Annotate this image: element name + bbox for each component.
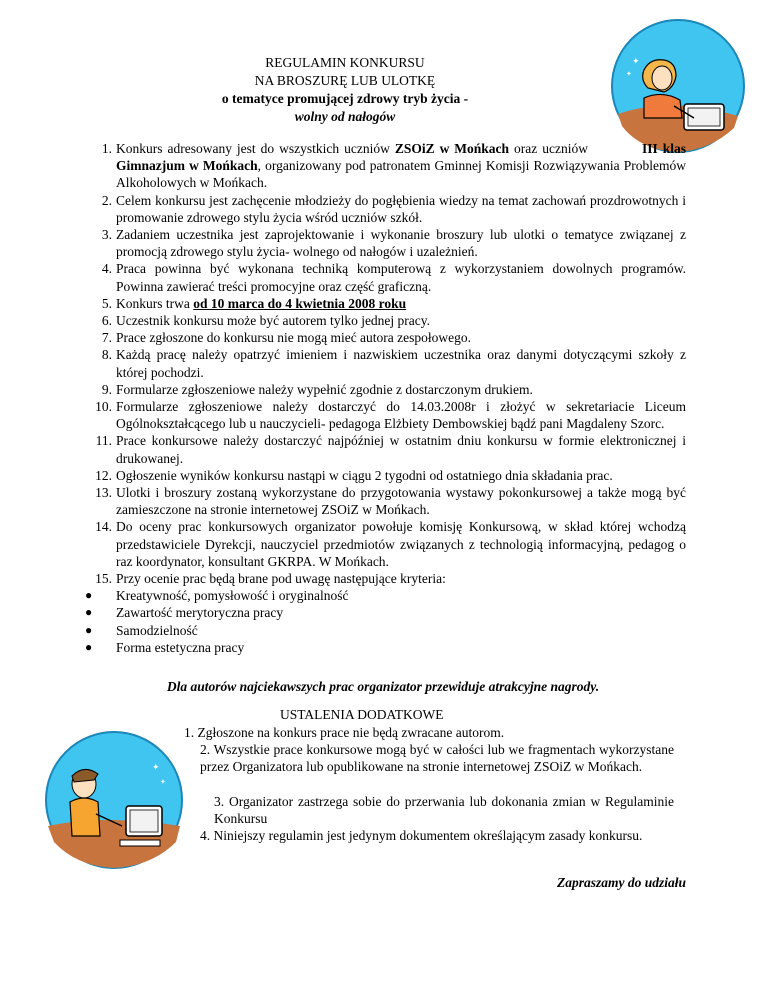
rule-item [80, 192, 686, 226]
rule-text: Do oceny prac konkursowych organizator powołuje komisję Konkursową, w skład której wchodzą przedstawiciele Dyrekcji, nauczyciel przedmiotów związanych z technologią informacyjną, pedagog o raz koordynator, konsultant GKRPA. W Mońkach. [116, 519, 686, 569]
title-line-2: NA BROSZURĘ LUB ULOTKĘ [254, 73, 436, 88]
rule-number: 12. [95, 467, 112, 483]
bullet-icon: ● [85, 639, 93, 654]
rule-text: Zadaniem uczestnika jest zaprojektowanie i wykonanie broszury lub ulotki o tematyce związanej z promocją zdrowego stylu życia- wolnego od nałogów i uzależnień. [116, 227, 686, 260]
rule-item [80, 518, 686, 570]
rule-number: 15. [95, 571, 112, 587]
rule-text: Konkurs adresowany jest do wszystkich uczniów [116, 141, 395, 156]
additional-text: 2. Wszystkie prace konkursowe mogą być w całości lub we fragmentach wykorzystane przez Organizatora lub opublikowane na stronie internetowej ZSOiZ w Mońkach. [200, 742, 674, 775]
rule-number: 6. [101, 313, 112, 329]
additional-title: USTALENIA DODATKOWE [280, 707, 444, 722]
rules-list [80, 140, 686, 656]
rule-number: 3. [101, 227, 112, 243]
contest-dates: od 10 marca do 4 kwietnia 2008 roku [193, 295, 407, 311]
bullet-icon: ● [85, 622, 93, 637]
rule-number: 7. [101, 330, 112, 346]
rule-number: 10. [95, 399, 112, 415]
rule-item [80, 140, 686, 192]
prize-note: Dla autorów najciekawszych prac organizator przewiduje atrakcyjne nagrody. [166, 679, 600, 694]
rule-number: 14. [95, 519, 112, 535]
rule-text: Prace konkursowe należy dostarczyć najpóźniej w ostatnim dniu konkursu w formie elektronicznej i drukowanej. [116, 433, 686, 466]
svg-text:✦: ✦ [160, 778, 166, 786]
rule-number: 4. [101, 261, 112, 277]
rule-text: Celem konkursu jest zachęcenie młodzieży do pogłębienia wiedzy na temat zachowań prozdrowotnych i promowanie zdrowego stylu życia wśród uczniów szkół. [116, 192, 686, 225]
title-line-3: o tematyce promującej zdrowy tryb życia - [221, 91, 469, 106]
additional-item [200, 741, 674, 775]
svg-text:✦: ✦ [152, 762, 160, 772]
rule-number: 13. [95, 485, 112, 501]
rule-number: 5. [101, 295, 112, 311]
criteria-text: Kreatywność, pomysłowość i oryginalność [116, 588, 349, 604]
rule-bold-text: ZSOiZ w Mońkach [394, 141, 510, 156]
additional-text: 3. Organizator zastrzega sobie do przerwania lub dokonania zmian w Regulaminie Konkursu [214, 794, 674, 827]
additional-item [214, 793, 674, 827]
rule-bold-text: III klas Gimnazjum w Mońkach [116, 141, 686, 174]
rule-item [80, 346, 686, 380]
rule-number: 2. [101, 192, 112, 208]
rule-text: Przy ocenie prac będą brane pod uwagę następujące kryteria: [116, 571, 446, 587]
additional-text: 1. Zgłoszone na konkurs prace nie będą zwracane autorom. [184, 725, 505, 740]
boy-at-computer-illustration [44, 730, 184, 870]
rule-item [80, 432, 686, 466]
rule-number: 1. [101, 141, 112, 156]
rule-text: Formularze zgłoszeniowe należy dostarczyć do 14.03.2008r i złożyć w sekretariacie Liceum Ogólnokształcącego lub u nauczycieli- pedagoga Elżbiety Dembowskiej bądź pani Magdaleny Szorc. [116, 399, 686, 432]
rule-item [80, 226, 686, 260]
bullet-icon: ● [85, 588, 93, 603]
rule-text: Prace zgłoszone do konkursu nie mogą mieć autora zespołowego. [116, 330, 472, 346]
additional-item [200, 827, 674, 844]
criteria-item [80, 587, 686, 604]
rule-item [80, 570, 686, 587]
rule-text: Formularze zgłoszeniowe należy wypełnić zgodnie z dostarczonym drukiem. [116, 381, 533, 397]
rule-item [80, 484, 686, 518]
rule-item [80, 295, 686, 312]
additional-item [184, 724, 674, 741]
rule-text: Każdą pracę należy opatrzyć imieniem i nazwiskiem uczestnika oraz danymi dotyczącymi szkoły z której pochodzi. [116, 347, 686, 380]
criteria-text: Zawartość merytoryczna pracy [116, 605, 284, 621]
criteria-text: Forma estetyczna pracy [116, 639, 245, 655]
additional-text: 4. Niniejszy regulamin jest jedynym dokumentem określającym zasady konkursu. [200, 828, 643, 843]
rule-text: Konkurs trwa [116, 295, 194, 311]
rule-text: Praca powinna być wykonana techniką komputerową z wykorzystaniem dowolnych programów. Powinna zawierać treści promocyjne oraz część graficzną. [116, 261, 686, 294]
rule-item [80, 398, 686, 432]
svg-text:✦: ✦ [626, 70, 632, 78]
rule-text: Ogłoszenie wyników konkursu nastąpi w ciągu 2 tygodni od ostatniego dnia składania prac. [116, 467, 613, 483]
criteria-item [80, 604, 686, 621]
girl-at-computer-illustration [610, 18, 746, 154]
rule-item [80, 329, 686, 346]
title-line-1: REGULAMIN KONKURSU [265, 55, 425, 70]
document-title [200, 54, 490, 126]
rule-text: oraz uczniów [509, 141, 588, 156]
rule-item [80, 467, 686, 484]
rule-item [80, 312, 686, 329]
bullet-icon: ● [85, 605, 93, 620]
rule-text: , organizowany pod patronatem Gminnej Komisji Rozwiązywania Problemów Alkoholowych w Mońkach. [116, 158, 686, 191]
rule-number: 11. [95, 433, 112, 449]
criteria-text: Samodzielność [116, 622, 198, 638]
criteria-item [80, 639, 686, 656]
criteria-item [80, 622, 686, 639]
svg-text:✦: ✦ [632, 56, 640, 66]
invitation-text: Zapraszamy do udziału [556, 875, 686, 890]
rule-item [80, 381, 686, 398]
title-line-4: wolny od nałogów [294, 109, 396, 124]
rule-text: Ulotki i broszury zostaną wykorzystane do przygotowania wystawy pokonkursowej a także mogą być zamieszczone na stronie internetowej ZSOiZ w Mońkach. [116, 485, 686, 518]
rule-number: 9. [101, 381, 112, 397]
rule-text: Uczestnik konkursu może być autorem tylko jednej pracy. [116, 313, 431, 329]
rule-item [80, 260, 686, 294]
rule-number: 8. [101, 347, 112, 363]
